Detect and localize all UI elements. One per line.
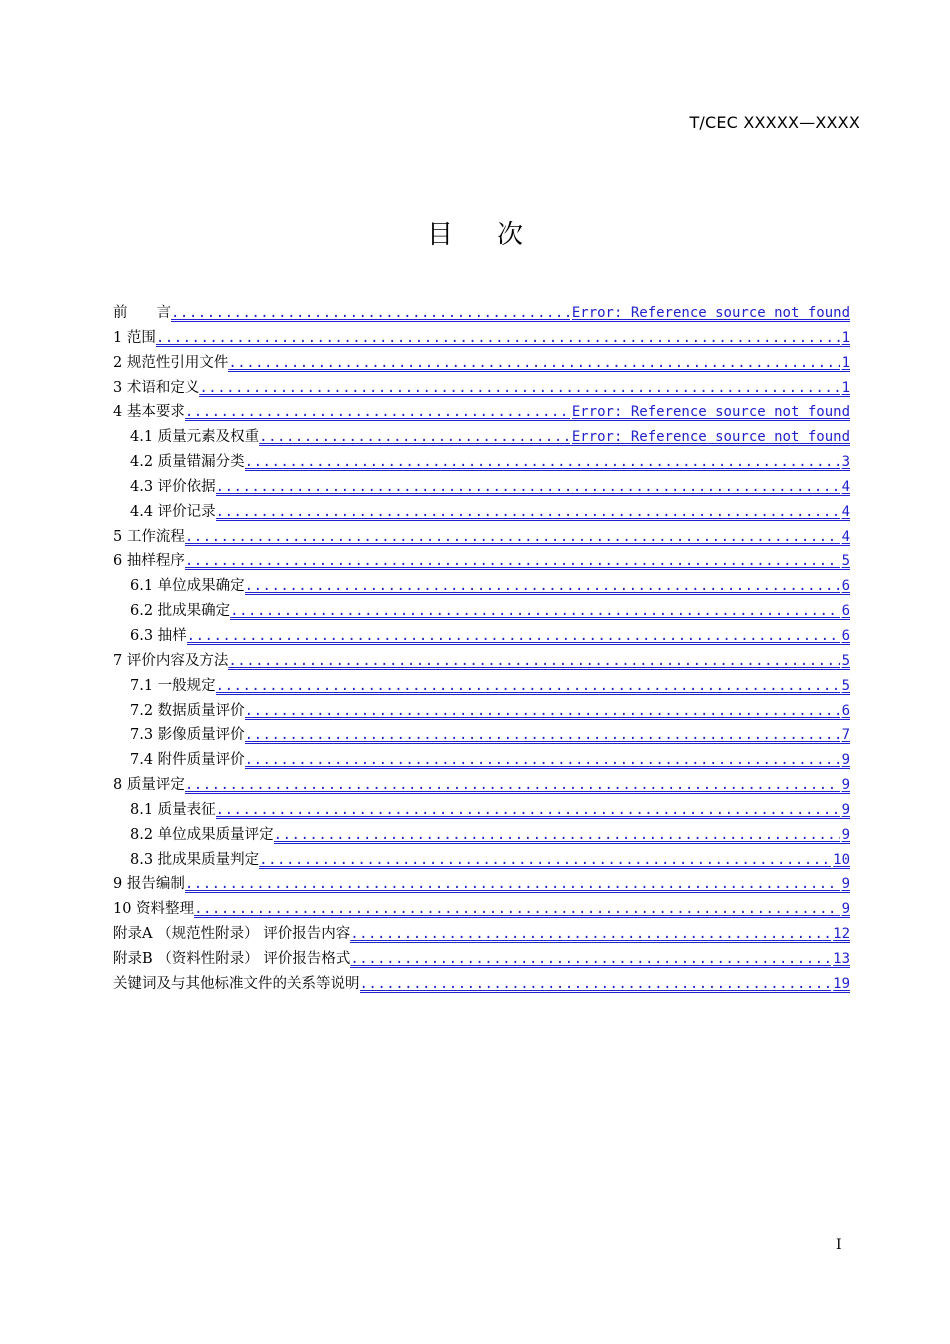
toc-entry-page: 1: [841, 329, 850, 346]
toc-entry-page: 19: [833, 975, 850, 992]
toc-leader-dots: [185, 404, 570, 420]
toc-entry-label: 9 报告编制: [113, 876, 185, 893]
toc-entry: [113, 972, 850, 997]
toc-entry-link[interactable]: [245, 578, 850, 595]
toc-entry-label: 关键词及与其他标准文件的关系等说明: [113, 975, 360, 992]
toc-entry-label: 6.2 批成果确定: [130, 603, 231, 620]
toc-leader-dots: [230, 603, 839, 619]
toc-entry-page: 6: [841, 603, 850, 620]
toc-entry-page: 5: [841, 677, 850, 694]
toc-entry-page: 1: [841, 354, 850, 371]
toc-entry-label: 7 评价内容及方法: [113, 652, 229, 669]
toc-entry-label: 10 资料整理: [113, 901, 195, 918]
toc-entry-label: 附录A （规范性附录） 评价报告内容: [113, 926, 351, 943]
toc-entry-page: 3: [841, 454, 850, 471]
toc-entry-link[interactable]: [259, 429, 850, 446]
standard-code: T/CEC XXXXX—XXXX: [689, 113, 860, 132]
toc-entry-link[interactable]: [245, 752, 850, 769]
toc-entry-link[interactable]: [194, 901, 850, 918]
toc-entry-label: 8.2 单位成果质量评定: [130, 826, 274, 843]
toc-entry-link[interactable]: [259, 852, 850, 869]
toc-title-char-1: 目: [426, 220, 453, 250]
toc-leader-dots: [245, 454, 840, 470]
toc-entry: [113, 798, 850, 823]
toc-entry: [113, 475, 850, 500]
toc-entry-page: 9: [841, 752, 850, 769]
toc-entry: [113, 723, 850, 748]
toc-leader-dots: [350, 926, 831, 942]
toc-leader-dots: [216, 678, 840, 694]
toc-entry-page: Error: Reference source not found: [571, 429, 850, 446]
toc-entry-page: 9: [841, 777, 850, 794]
toc-entry: [113, 624, 850, 649]
toc-entry-link[interactable]: [228, 653, 850, 670]
toc-entry-page: 12: [833, 926, 850, 943]
toc-leader-dots: [360, 976, 832, 992]
toc-entry-page: 4: [841, 528, 850, 545]
toc-entry: [113, 748, 850, 773]
toc-entry-label: 7.4 附件质量评价: [130, 752, 245, 769]
toc-entry-page: 13: [833, 950, 850, 967]
toc-entry: [113, 450, 850, 475]
toc-entry-label: 5 工作流程: [113, 528, 185, 545]
toc-entry: [113, 947, 850, 972]
toc-entry: [113, 301, 850, 326]
toc-entry-page: Error: Reference source not found: [571, 305, 850, 321]
toc-leader-dots: [228, 355, 839, 371]
toc-entry-link[interactable]: [156, 330, 850, 347]
toc-entry: [113, 897, 850, 922]
toc-entry-page: Error: Reference source not found: [571, 404, 850, 421]
toc-entry-link[interactable]: [230, 603, 850, 620]
toc-entry: [113, 773, 850, 798]
toc-leader-dots: [216, 802, 840, 818]
toc-entry-link[interactable]: [350, 951, 850, 968]
toc-entry-link[interactable]: [245, 727, 850, 744]
toc-entry-label: 3 术语和定义: [113, 379, 200, 396]
toc-entry-link[interactable]: [185, 529, 850, 546]
toc-leader-dots: [228, 653, 839, 669]
toc-leader-dots: [274, 827, 840, 843]
toc-entry-page: 7: [841, 727, 850, 744]
toc-title: [0, 214, 950, 251]
toc-leader-dots: [194, 901, 840, 917]
toc-entry-label: 4.1 质量元素及权重: [130, 429, 260, 446]
toc-entry-link[interactable]: [274, 827, 850, 844]
toc-entry-link[interactable]: [185, 404, 850, 421]
toc-leader-dots: [216, 479, 840, 495]
toc-entry-link[interactable]: [216, 802, 850, 819]
toc-entry-link[interactable]: [228, 355, 850, 372]
toc-leader-dots: [185, 777, 840, 793]
toc-entry-label: 4.4 评价记录: [130, 503, 216, 520]
toc-entry-link[interactable]: [216, 504, 850, 521]
toc-entry: [113, 326, 850, 351]
toc-entry-page: 5: [841, 652, 850, 669]
toc-entry: [113, 872, 850, 897]
toc-entry-link[interactable]: [185, 777, 850, 794]
toc-entry: [113, 674, 850, 699]
toc-leader-dots: [350, 951, 831, 967]
toc-entry-label: 4.3 评价依据: [130, 478, 216, 495]
toc-entry: [113, 574, 850, 599]
toc-entry-link[interactable]: [185, 553, 850, 570]
toc-leader-dots: [156, 330, 840, 346]
toc-entry-link[interactable]: [216, 479, 850, 496]
toc-entry-label: 7.1 一般规定: [130, 677, 216, 694]
toc-entry-link[interactable]: [350, 926, 850, 943]
toc-entry-label: 附录B （资料性附录） 评价报告格式: [113, 950, 351, 967]
toc-leader-dots: [245, 578, 840, 594]
toc-leader-dots: [245, 703, 840, 719]
toc-entry: [113, 699, 850, 724]
toc-leader-dots: [245, 752, 840, 768]
toc-entry-page: 4: [841, 503, 850, 520]
toc-entry: [113, 500, 850, 525]
toc-entry-page: 5: [841, 553, 850, 570]
toc-leader-dots: [245, 727, 840, 743]
toc-entry: [113, 922, 850, 947]
table-of-contents: [113, 301, 850, 997]
toc-entry-label: 6.1 单位成果确定: [130, 578, 245, 595]
toc-entry-label: 6 抽样程序: [113, 553, 185, 570]
toc-entry-label: 8.1 质量表征: [130, 801, 216, 818]
toc-entry: [113, 400, 850, 425]
toc-entry-page: 9: [841, 901, 850, 918]
toc-leader-dots: [185, 529, 840, 545]
toc-entry-label: 2 规范性引用文件: [113, 354, 229, 371]
toc-entry-label: 前 言: [113, 305, 171, 321]
toc-leader-dots: [187, 628, 840, 644]
toc-entry: [113, 525, 850, 550]
toc-entry-label: 4.2 质量错漏分类: [130, 454, 245, 471]
toc-entry-label: 7.2 数据质量评价: [130, 702, 245, 719]
toc-title-char-2: 次: [497, 220, 524, 250]
toc-entry-link[interactable]: [216, 678, 850, 695]
toc-entry-label: 8 质量评定: [113, 777, 185, 794]
toc-leader-dots: [259, 429, 570, 445]
toc-entry: [113, 376, 850, 401]
toc-entry-link[interactable]: [187, 628, 850, 645]
toc-entry-link[interactable]: [185, 876, 850, 893]
toc-entry: [113, 351, 850, 376]
toc-entry-label: 1 范围: [113, 329, 156, 346]
toc-leader-dots: [185, 553, 840, 569]
toc-entry-page: 9: [841, 801, 850, 818]
toc-entry: [113, 425, 850, 450]
toc-entry: [113, 599, 850, 624]
toc-entry-page: 1: [841, 379, 850, 396]
toc-entry-label: 4 基本要求: [113, 404, 185, 421]
page-number: I: [836, 1237, 842, 1253]
toc-entry-page: 6: [841, 702, 850, 719]
toc-entry-link[interactable]: [171, 305, 850, 322]
toc-entry-label: 7.3 影像质量评价: [130, 727, 245, 744]
toc-entry-page: 4: [841, 478, 850, 495]
toc-entry-page: 6: [841, 627, 850, 644]
toc-leader-dots: [185, 876, 840, 892]
toc-entry-link[interactable]: [245, 703, 850, 720]
toc-entry-label: 8.3 批成果质量判定: [130, 851, 260, 868]
toc-entry: [113, 823, 850, 848]
toc-leader-dots: [216, 504, 840, 520]
toc-entry-page: 9: [841, 876, 850, 893]
toc-entry-link[interactable]: [199, 380, 850, 397]
toc-leader-dots: [199, 380, 839, 396]
toc-entry-link[interactable]: [245, 454, 850, 471]
toc-leader-dots: [259, 852, 831, 868]
toc-entry: [113, 549, 850, 574]
toc-entry-page: 9: [841, 826, 850, 843]
toc-entry-label: 6.3 抽样: [130, 627, 187, 644]
toc-entry-link[interactable]: [360, 976, 851, 993]
toc-entry: [113, 848, 850, 873]
toc-entry: [113, 649, 850, 674]
toc-leader-dots: [171, 305, 570, 321]
toc-entry-page: 6: [841, 578, 850, 595]
toc-entry-page: 10: [833, 851, 850, 868]
